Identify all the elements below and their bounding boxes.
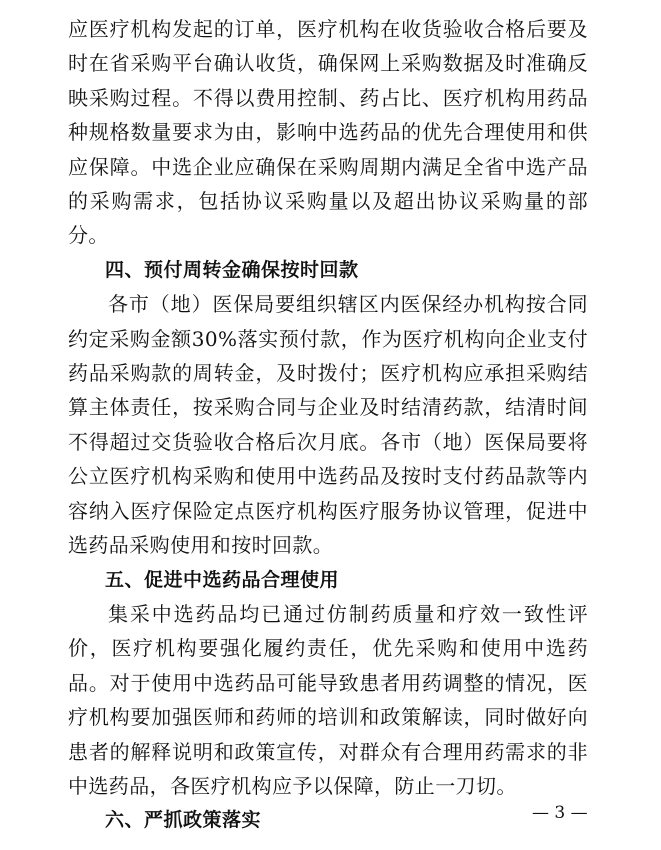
section-heading-6: 六、严抓政策落实	[105, 809, 262, 832]
section-heading-5: 五、促进中选药品合理使用	[105, 568, 340, 591]
page-number: — 3 —	[532, 803, 588, 823]
section-heading-4: 四、预付周转金确保按时回款	[105, 258, 359, 281]
paragraph-procurement-confirmation: 应医疗机构发起的订单，医疗机构在收货验收合格后要及时在省采购平台确认收货，确保网上采购数据及时准确反映采购过程。不得以费用控制、药占比、医疗机构用药品种规格数量要求为由，影响中选药品的优先合理使用和供应保障。中选企业应确保在采购周期内满足全省中选产品的采购需求，包括协议采购量以及超出协议采购量的部分。	[68, 17, 588, 248]
paragraph-prepayment: 各市（地）医保局要组织辖区内医保经办机构按合同约定采购金额30%落实预付款，作为医疗机构向企业支付药品采购款的周转金，及时拨付；医疗机构应承担采购结算主体责任，按采购合同与企业及时结清药款，结清时间不得超过交货验收合格后次月底。各市（地）医保局要将公立医疗机构采购和使用中选药品及按时支付药品款等内容纳入医疗保险定点医疗机构医疗服务协议管理，促进中选药品采购使用和按时回款。	[68, 292, 588, 558]
document-body	[68, 12, 588, 838]
paragraph-rational-use: 集采中选药品均已通过仿制药质量和疗效一致性评价，医疗机构要强化履约责任，优先采购和使用中选药品。对于使用中选药品可能导致患者用药调整的情况，医疗机构要加强医师和药师的培训和政策解读，同时做好向患者的解释说明和政策宣传，对群众有合理用药需求的非中选药品，各医疗机构应予以保障，防止一刀切。	[68, 601, 588, 798]
